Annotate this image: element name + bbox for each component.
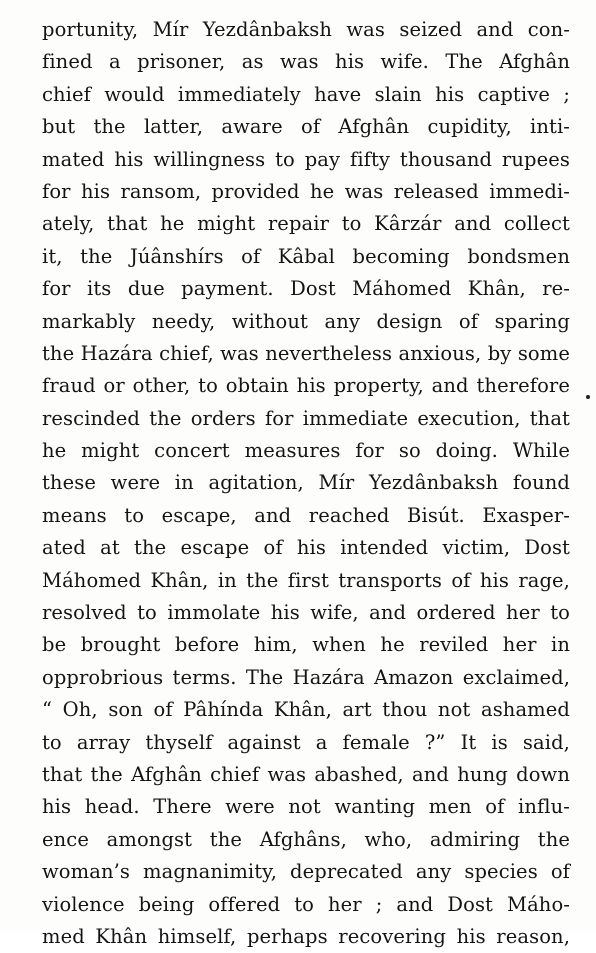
- text-line: ence amongst the Afghâns, who, admiring the: [42, 827, 570, 851]
- text-line: markably needy, without any design of sparing: [42, 309, 570, 333]
- text-line: that the Afghân chief was abashed, and hung down: [42, 762, 570, 786]
- text-line: these were in agitation, Mír Yezdânbaksh found: [42, 471, 570, 495]
- text-line: ately, that he might repair to Kârzár and collect: [42, 212, 570, 236]
- text-line: means to escape, and reached Bisút. Exasper-: [42, 503, 570, 527]
- text-line: he might concert measures for so doing. While: [42, 439, 570, 463]
- text-line: his head. There were not wanting men of influ-: [42, 795, 570, 819]
- text-line: for its due payment. Dost Máhomed Khân, re-: [42, 277, 570, 301]
- text-line: fined a prisoner, as was his wife. The Afghân: [42, 50, 570, 74]
- text-line: chief would immediately have slain his captive ;: [42, 82, 570, 106]
- body-text: [42, 14, 570, 953]
- text-line: to array thyself against a female ?” It is said,: [42, 730, 570, 754]
- text-line: Máhomed Khân, in the first transports of his rage,: [42, 568, 570, 592]
- text-line: portunity, Mír Yezdânbaksh was seized and con-: [42, 18, 570, 41]
- text-line: the Hazára chief, was nevertheless anxious, by some: [42, 341, 570, 365]
- text-line: med Khân himself, perhaps recovering his reason,: [42, 924, 570, 948]
- text-line: “ Oh, son of Pâhínda Khân, art thou not ashamed: [42, 698, 570, 722]
- text-line: resolved to immolate his wife, and ordered her to: [42, 601, 570, 625]
- ink-speck: [586, 395, 590, 399]
- text-line: fraud or other, to obtain his property, and therefore: [42, 374, 570, 398]
- text-line: for his ransom, provided he was released immedi-: [42, 179, 570, 203]
- text-line: violence being offered to her ; and Dost Máho-: [42, 892, 570, 916]
- text-line: opprobrious terms. The Hazára Amazon exclaimed,: [42, 665, 570, 689]
- text-line: rescinded the orders for immediate execution, that: [42, 406, 570, 430]
- text-line: ated at the escape of his intended victim, Dost: [42, 536, 570, 560]
- text-line: but the latter, aware of Afghân cupidity, inti-: [42, 115, 570, 139]
- text-line: woman’s magnanimity, deprecated any species of: [42, 860, 570, 884]
- text-line: be brought before him, when he reviled her in: [42, 633, 570, 657]
- text-line: it, the Júânshírs of Kâbal becoming bondsmen: [42, 244, 570, 268]
- text-line: mated his willingness to pay fifty thousand rupees: [42, 147, 570, 171]
